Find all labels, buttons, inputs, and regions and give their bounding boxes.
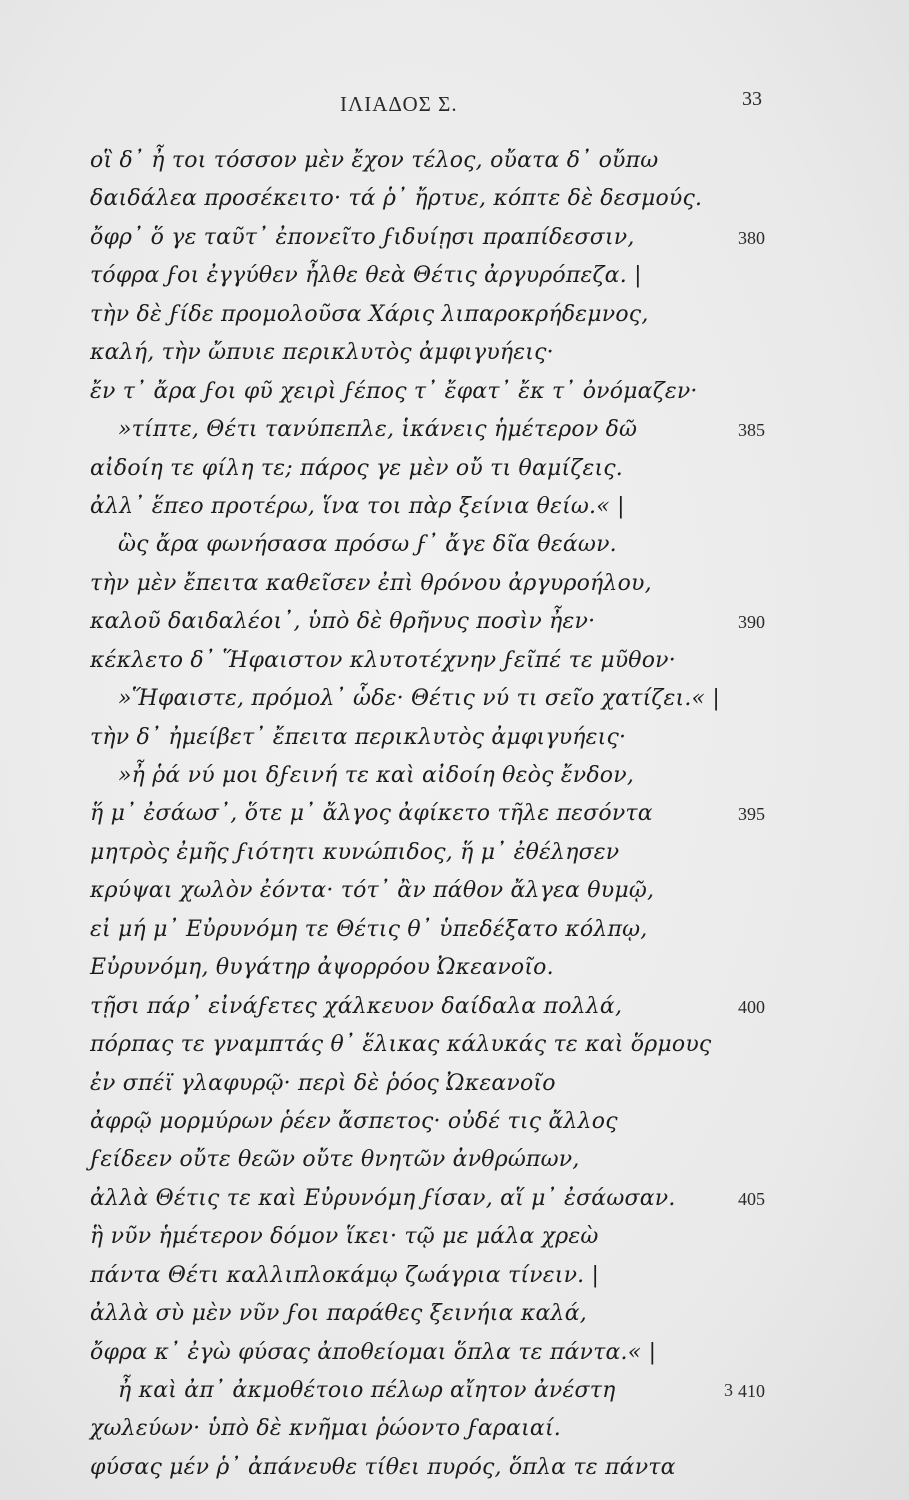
verse-text: τὴν μὲν ἔπειτα καθεῖσεν ἐπὶ θρόνου ἀργυροήλου, [90, 570, 652, 596]
verse-line [0, 219, 909, 257]
verse-line [0, 1372, 909, 1410]
verse-line [0, 1410, 909, 1448]
verse-line [0, 1257, 909, 1295]
verse-line [0, 257, 909, 295]
verse-line [0, 1026, 909, 1064]
verse-text: χωλεύων· ὑπὸ δὲ κνῆμαι ῥώοντο ϝαραιαί. [90, 1416, 561, 1442]
verse-text: ἦ καὶ ἀπ᾽ ἀκμοθέτοιο πέλωρ αἴητον ἀνέστη [118, 1378, 616, 1403]
verse-line [0, 834, 909, 872]
verse-text: αἰδοίη τε φίλη τε; πάρος γε μὲν οὔ τι θαμίζεις. [90, 455, 623, 481]
verse-text: ἀλλὰ Θέτις τε καὶ Εὐρυνόμη ϝίσαν, αἵ μ᾽ ἐσάωσαν. [90, 1185, 676, 1211]
verse-line [0, 180, 909, 218]
verse-line [0, 757, 909, 795]
verse-text: ἐν σπέϊ γλαφυρῷ· περὶ δὲ ῥόος Ὠκεανοῖο [90, 1070, 556, 1096]
verse-line [0, 296, 909, 334]
verse-text: ἔν τ᾽ ἄρα ϝοι φῦ χειρὶ ϝέπος τ᾽ ἔφατ᾽ ἔκ τ᾽ ὀνόμαζεν· [90, 378, 698, 404]
verse-text: πάντα Θέτι καλλιπλοκάμῳ ζωάγρια τίνειν. | [90, 1262, 600, 1288]
verse-line [0, 565, 909, 603]
verse-line [0, 680, 909, 718]
verse-line [0, 1295, 909, 1333]
verse-text: »τίπτε, Θέτι τανύπεπλε, ἱκάνεις ἡμέτερον δῶ [118, 417, 638, 443]
verse-text: ὄφρα κ᾽ ἐγὼ φύσας ἀποθείομαι ὅπλα τε πάντα.« | [90, 1339, 657, 1365]
verse-line [0, 1103, 909, 1141]
verse-number: 405 [738, 1188, 765, 1209]
verse-text: πόρπας τε γναμπτάς θ᾽ ἕλικας κάλυκάς τε καὶ ὅρμους [90, 1032, 712, 1058]
verse-number: 400 [738, 996, 765, 1017]
verse-text: φύσας μέν ῥ᾽ ἀπάνευθε τίθει πυρός, ὅπλα τε πάντα [90, 1454, 676, 1480]
verse-line [0, 988, 909, 1026]
page-number: 33 [742, 88, 762, 110]
verse-text: κρύψαι χωλὸν ἐόντα· τότ᾽ ἂν πάθον ἄλγεα θυμῷ, [90, 878, 655, 904]
verse-line [0, 911, 909, 949]
verse-text: Εὐρυνόμη, θυγάτηρ ἀψορρόου Ὠκεανοῖο. [90, 955, 554, 981]
verse-text: ἀλλὰ σὺ μὲν νῦν ϝοι παράθες ξεινήια καλά, [90, 1301, 587, 1327]
verse-block [0, 142, 909, 1487]
verse-line [0, 1334, 909, 1372]
verse-line [0, 411, 909, 449]
verse-line [0, 949, 909, 987]
verse-text: δαιδάλεα προσέκειτο· τά ῥ᾽ ἤρτυε, κόπτε δὲ δεσμούς. [90, 186, 703, 212]
verse-text: ἀλλ᾽ ἕπεο προτέρω, ἵνα τοι πὰρ ξείνια θείω.« | [90, 493, 625, 519]
verse-text: »Ἥφαιστε, πρόμολ᾽ ὧδε· Θέτις νύ τι σεῖο χατίζει.« | [118, 686, 721, 712]
verse-text: οἳ δ᾽ ἦ τοι τόσσον μὲν ἔχον τέλος, οὔατα δ᾽ οὔπω [90, 148, 659, 173]
verse-line [0, 450, 909, 488]
verse-line [0, 719, 909, 757]
verse-text: ἀφρῷ μορμύρων ῥέεν ἄσπετος· οὐδέ τις ἄλλος [90, 1108, 618, 1134]
verse-number: 410 [738, 1381, 765, 1401]
verse-text: τὴν δ᾽ ἠμείβετ᾽ ἔπειτα περικλυτὸς ἀμφιγυήεις· [90, 724, 627, 750]
verse-text: ἥ μ᾽ ἐσάωσ᾽, ὅτε μ᾽ ἄλγος ἀφίκετο τῆλε πεσόντα [90, 801, 653, 827]
verse-line [0, 334, 909, 372]
verse-text: ὣς ἄρα φωνήσασα πρόσω ϝ᾽ ἄγε δῖα θεάων. [118, 532, 617, 558]
verse-text: εἰ μή μ᾽ Εὐρυνόμη τε Θέτις θ᾽ ὑπεδέξατο κόλπῳ, [90, 916, 648, 942]
verse-text: »ἦ ῥά νύ μοι δϝεινή τε καὶ αἰδοίη θεὸς ἔνδον, [118, 763, 635, 788]
printer-signature-mark: 3 [724, 1380, 733, 1400]
verse-text: καλοῦ δαιδαλέοι᾽, ὑπὸ δὲ θρῆνυς ποσὶν ἦεν· [90, 609, 596, 635]
verse-text: καλή, τὴν ὤπυιε περικλυτὸς ἀμφιγυήεις· [90, 340, 554, 366]
verse-text: ϝείδεεν οὔτε θεῶν οὔτε θνητῶν ἀνθρώπων, [90, 1147, 580, 1173]
verse-number: 380 [738, 227, 765, 248]
verse-number: 385 [738, 420, 765, 441]
verse-line [0, 142, 909, 180]
verse-line [0, 1449, 909, 1487]
verse-text: κέκλετο δ᾽ Ἥφαιστον κλυτοτέχνην ϝεῖπέ τε μῦθον· [90, 647, 676, 673]
verse-text: ἣ νῦν ἡμέτερον δόμον ἵκει· τῷ με μάλα χρεὼ [90, 1224, 599, 1250]
verse-text: μητρὸς ἐμῆς ϝιότητι κυνώπιδος, ἥ μ᾽ ἐθέλησεν [90, 839, 620, 865]
verse-line [0, 1218, 909, 1256]
running-head-title: ΙΛΙΑΔΟΣ Σ. [340, 92, 458, 116]
verse-line [0, 1141, 909, 1179]
verse-text: τὴν δὲ ϝίδε προμολοῦσα Χάρις λιπαροκρήδεμνος, [90, 301, 649, 327]
verse-line [0, 642, 909, 680]
verse-line [0, 795, 909, 833]
verse-text: τῇσι πάρ᾽ εἰνάϝετες χάλκευον δαίδαλα πολλά, [90, 993, 623, 1019]
verse-line [0, 872, 909, 910]
verse-number: 390 [738, 612, 765, 633]
verse-line [0, 1180, 909, 1218]
verse-line [0, 526, 909, 564]
verse-line [0, 373, 909, 411]
verse-text: ὄφρ᾽ ὅ γε ταῦτ᾽ ἐπονεῖτο ϝιδυίῃσι πραπίδεσσιν, [90, 224, 635, 250]
verse-line [0, 1065, 909, 1103]
verse-line [0, 488, 909, 526]
verse-text: τόφρα ϝοι ἐγγύθεν ἦλθε θεὰ Θέτις ἀργυρόπεζα. | [90, 263, 642, 289]
verse-number: 395 [738, 804, 765, 825]
verse-line [0, 603, 909, 641]
